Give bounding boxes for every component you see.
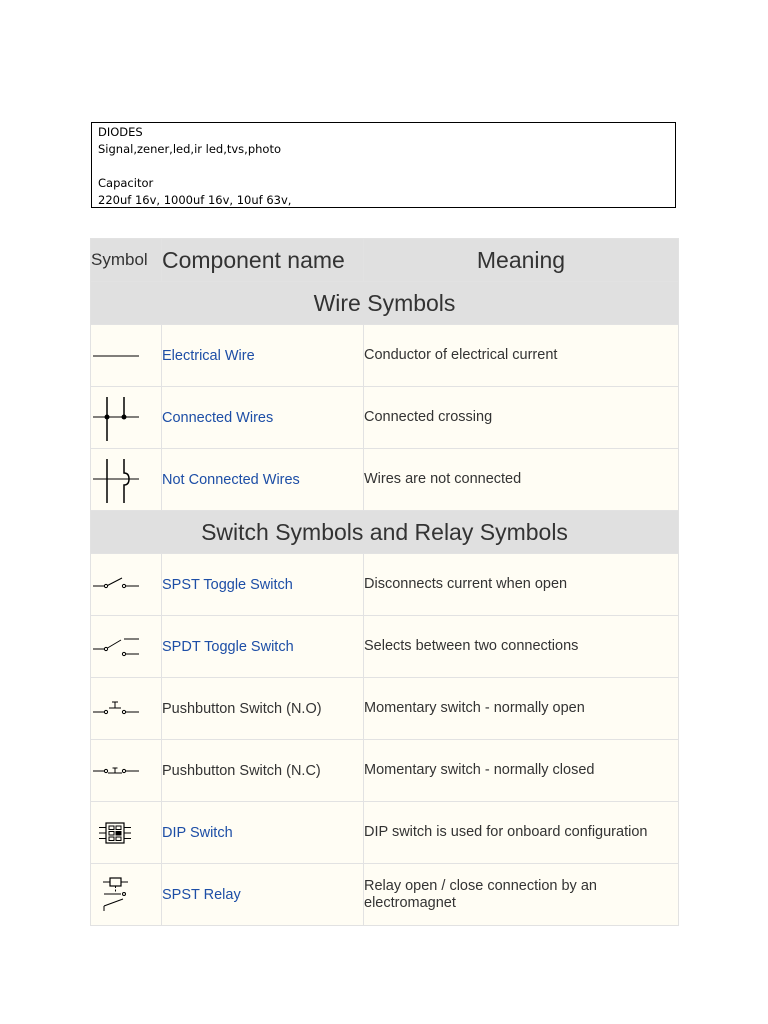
notes-line: Signal,zener,led,ir led,tvs,photo	[98, 142, 282, 156]
notes-line: Capacitor	[98, 176, 154, 190]
notes-line: 220uf 16v, 1000uf 16v, 10uf 63v,	[98, 193, 292, 207]
component-name-cell[interactable]	[162, 864, 364, 926]
table-row	[91, 616, 679, 678]
not-connected-wires-icon	[91, 455, 141, 505]
component-link[interactable]: SPDT Toggle Switch	[162, 638, 294, 655]
pushbutton-nc-icon	[91, 751, 141, 791]
pushbutton-no-icon	[91, 689, 141, 729]
header-meaning: Meaning	[364, 239, 679, 282]
component-link[interactable]: SPST Relay	[162, 886, 241, 903]
section-title-switch-relay-symbols: Switch Symbols and Relay Symbols	[91, 511, 679, 554]
table-row	[91, 802, 679, 864]
table-row	[91, 678, 679, 740]
symbols-table	[90, 238, 679, 926]
component-name-cell[interactable]	[162, 802, 364, 864]
section-row	[91, 511, 679, 554]
notes-box	[91, 122, 676, 208]
meaning-cell: Wires are not connected	[364, 449, 679, 511]
component-link[interactable]: Not Connected Wires	[162, 471, 300, 488]
table-row	[91, 449, 679, 511]
symbol-cell	[91, 387, 162, 449]
dip-switch-icon	[91, 813, 141, 853]
component-link[interactable]: Connected Wires	[162, 409, 274, 426]
electrical-wire-icon	[91, 336, 141, 376]
table-header-row	[91, 239, 679, 282]
component-name-cell[interactable]	[162, 387, 364, 449]
meaning-cell: DIP switch is used for onboard configuration	[364, 802, 679, 864]
symbol-cell	[91, 864, 162, 926]
component-name-cell[interactable]	[162, 449, 364, 511]
spst-relay-icon	[91, 873, 141, 917]
table-row	[91, 864, 679, 926]
symbol-cell	[91, 449, 162, 511]
symbol-cell	[91, 325, 162, 387]
symbol-cell	[91, 616, 162, 678]
header-component-name: Component name	[162, 239, 364, 282]
spst-toggle-switch-icon	[91, 565, 141, 605]
notes-line	[98, 158, 669, 175]
symbol-cell	[91, 678, 162, 740]
table-row	[91, 387, 679, 449]
component-name-cell[interactable]	[162, 325, 364, 387]
header-symbol: Symbol	[91, 239, 162, 282]
connected-wires-icon	[91, 393, 141, 443]
component-name-cell[interactable]	[162, 616, 364, 678]
symbol-cell	[91, 740, 162, 802]
component-name-cell	[162, 740, 364, 802]
component-name: Pushbutton Switch (N.C)	[162, 762, 321, 779]
meaning-cell: Momentary switch - normally open	[364, 678, 679, 740]
section-row	[91, 282, 679, 325]
meaning-cell: Momentary switch - normally closed	[364, 740, 679, 802]
meaning-cell: Selects between two connections	[364, 616, 679, 678]
table-row	[91, 554, 679, 616]
spdt-toggle-switch-icon	[91, 627, 141, 667]
meaning-cell: Conductor of electrical current	[364, 325, 679, 387]
component-link[interactable]: SPST Toggle Switch	[162, 576, 293, 593]
table-row	[91, 325, 679, 387]
component-name: Pushbutton Switch (N.O)	[162, 700, 322, 717]
meaning-cell: Relay open / close connection by an electromagnet	[364, 864, 679, 926]
component-link[interactable]: DIP Switch	[162, 824, 233, 841]
section-title-wire-symbols: Wire Symbols	[91, 282, 679, 325]
component-name-cell[interactable]	[162, 554, 364, 616]
component-link[interactable]: Electrical Wire	[162, 347, 255, 364]
symbol-cell	[91, 554, 162, 616]
symbol-cell	[91, 802, 162, 864]
meaning-cell: Disconnects current when open	[364, 554, 679, 616]
notes-line: DIODES	[98, 125, 143, 139]
table-row	[91, 740, 679, 802]
component-name-cell	[162, 678, 364, 740]
meaning-cell: Connected crossing	[364, 387, 679, 449]
